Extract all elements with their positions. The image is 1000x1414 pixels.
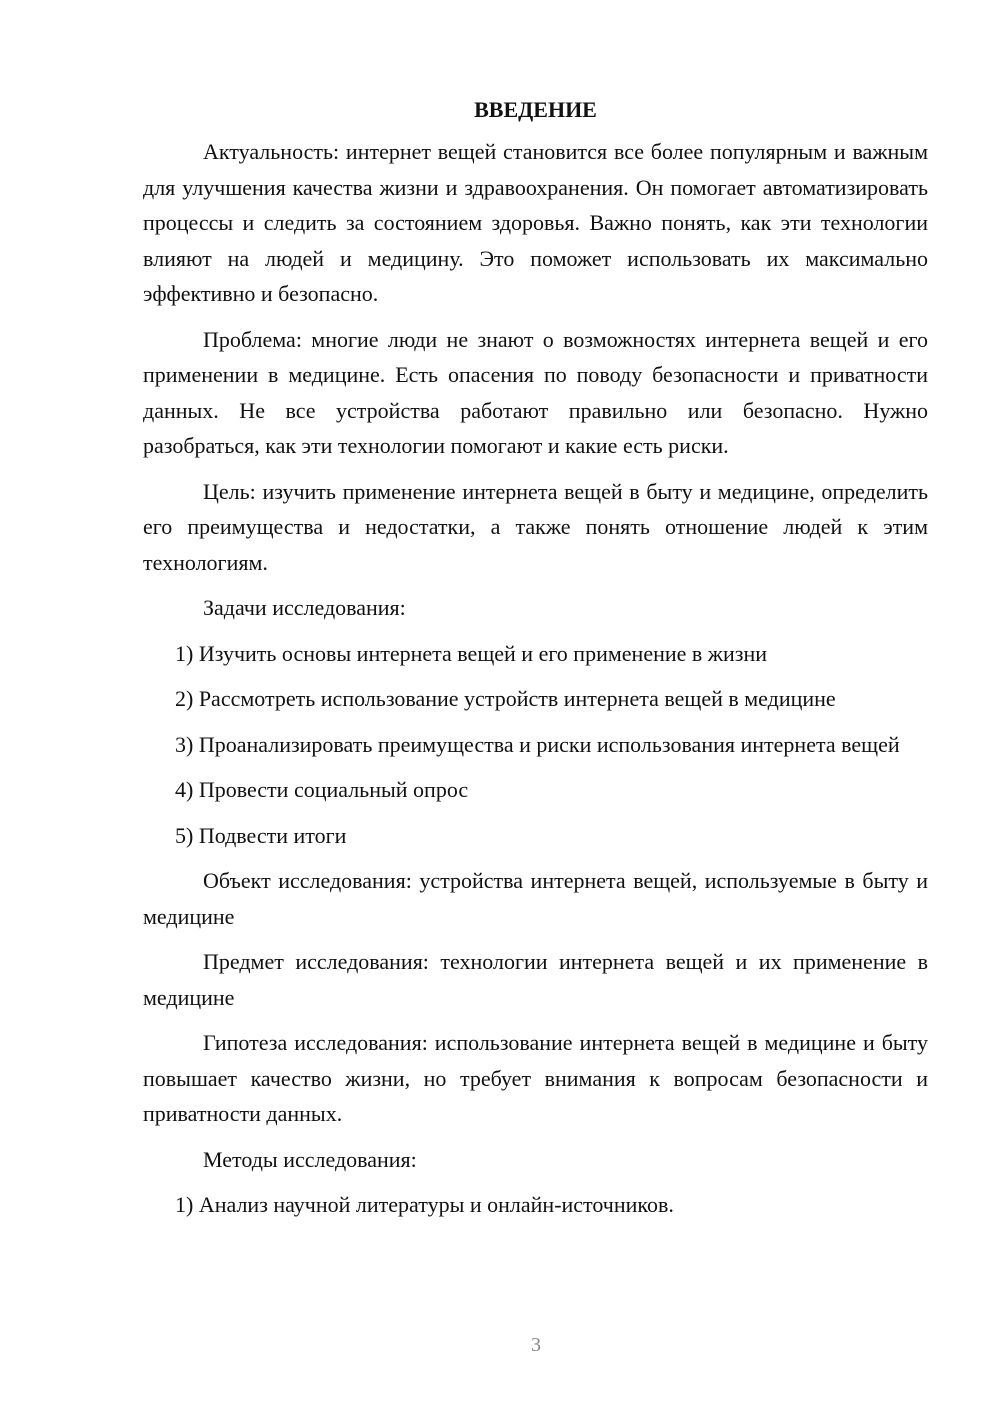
- paragraph-object: Объект исследования: устройства интернета вещей, используемые в быту и медицине: [143, 868, 928, 929]
- paragraph-relevance: Актуальность: интернет вещей становится все более популярным и важным для улучшения качества жизни и здравоохранения. Он помогает автоматизировать процессы и следить за состоянием здоровья. Важно понять, как эти технологии влияют на людей и медицину. Это поможет использовать их максимально эффективно и безопасно.: [143, 139, 928, 306]
- page-number: 3: [531, 1334, 541, 1356]
- page-content: [143, 92, 928, 1233]
- method-item: 1) Анализ научной литературы и онлайн-источников.: [175, 1192, 674, 1217]
- paragraph-subject: Предмет исследования: технологии интернета вещей и их применение в медицине: [143, 949, 928, 1010]
- section-title: ВВЕДЕНИЕ: [474, 97, 597, 122]
- paragraph-hypothesis: Гипотеза исследования: использование интернета вещей в медицине и быту повышает качество жизни, но требует внимания к вопросам безопасности и приватности данных.: [143, 1030, 928, 1126]
- task-item: 3) Проанализировать преимущества и риски использования интернета вещей: [175, 731, 900, 757]
- paragraph-goal: Цель: изучить применение интернета вещей в быту и медицине, определить его преимущества и недостатки, а также понять отношение людей к этим технологиям.: [143, 478, 928, 575]
- task-item: 1) Изучить основы интернета вещей и его применение в жизни: [175, 640, 767, 666]
- task-item: 2) Рассмотреть использование устройств интернета вещей в медицине: [175, 686, 836, 711]
- tasks-heading: Задачи исследования:: [203, 595, 406, 620]
- task-item: 5) Подвести итоги: [175, 822, 347, 848]
- methods-heading: Методы исследования:: [203, 1146, 417, 1172]
- task-item: 4) Провести социальный опрос: [175, 777, 469, 802]
- paragraph-problem: Проблема: многие люди не знают о возможностях интернета вещей и его применении в медицине. Есть опасения по поводу безопасности и приватности данных. Не все устройства работают правильно или безопасно. Нужно разобраться, как эти технологии помогают и какие есть риски.: [143, 326, 928, 458]
